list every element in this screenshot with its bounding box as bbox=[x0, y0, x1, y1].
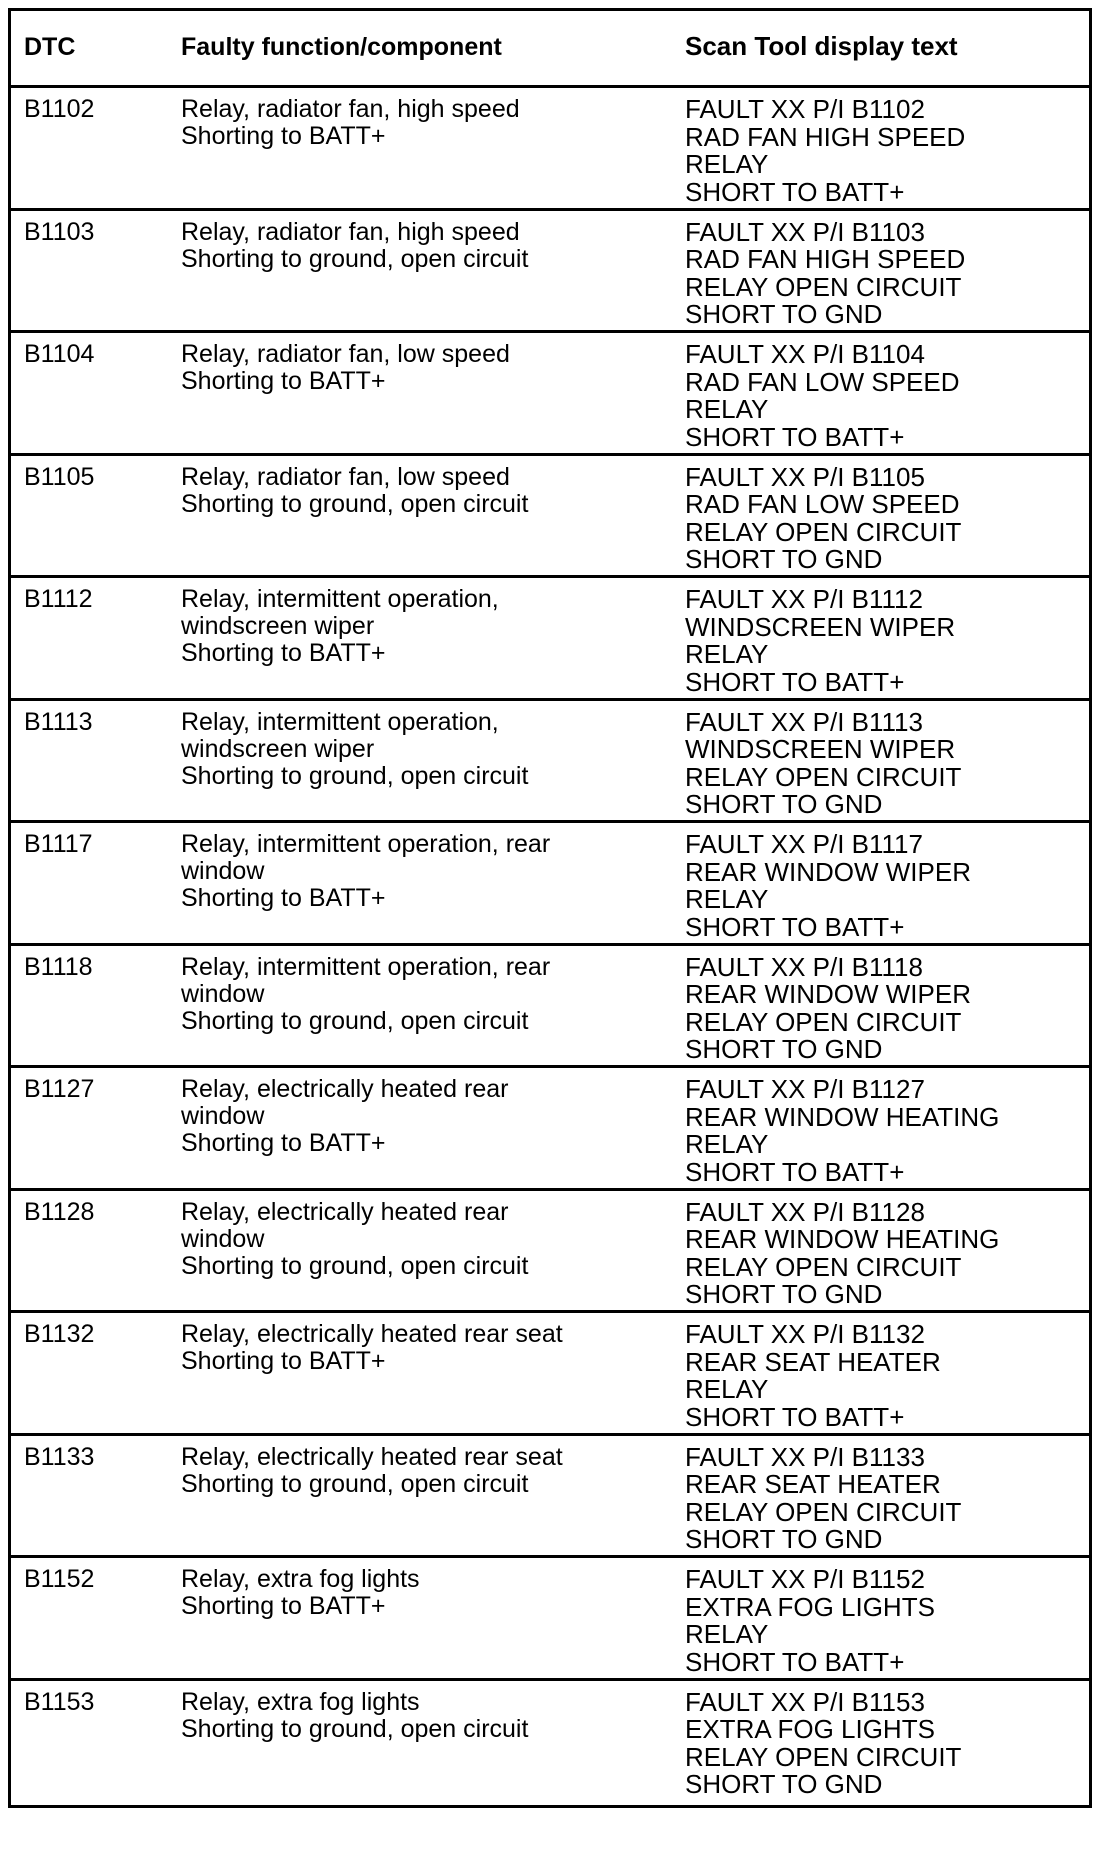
table-row bbox=[11, 1068, 1089, 1191]
dtc-code: B1133 bbox=[24, 1442, 95, 1471]
scan-tool-display-text: FAULT XX P/I B1117 REAR WINDOW WIPER RELAY SHORT TO BATT+ bbox=[685, 829, 971, 942]
faulty-function-text: Relay, radiator fan, high speed Shorting to ground, open circuit bbox=[181, 217, 529, 273]
table-row bbox=[11, 1313, 1089, 1436]
faulty-function-text: Relay, radiator fan, low speed Shorting to ground, open circuit bbox=[181, 462, 529, 518]
table-row bbox=[11, 823, 1089, 946]
scan-tool-display-text: FAULT XX P/I B1152 EXTRA FOG LIGHTS RELAY SHORT TO BATT+ bbox=[685, 1564, 935, 1677]
table-row bbox=[11, 456, 1089, 579]
faulty-function-text: Relay, electrically heated rear window Shorting to BATT+ bbox=[181, 1075, 509, 1157]
faulty-function-text: Relay, intermittent operation, rear window Shorting to BATT+ bbox=[181, 830, 551, 912]
table-row bbox=[11, 946, 1089, 1069]
scan-tool-display-text: FAULT XX P/I B1103 RAD FAN HIGH SPEED RELAY OPEN CIRCUIT SHORT TO GND bbox=[685, 216, 966, 329]
scan-tool-display-text: FAULT XX P/I B1127 REAR WINDOW HEATING RELAY SHORT TO BATT+ bbox=[685, 1074, 1000, 1187]
scan-tool-display-text: FAULT XX P/I B1102 RAD FAN HIGH SPEED RELAY SHORT TO BATT+ bbox=[685, 94, 966, 207]
scan-tool-display-text: FAULT XX P/I B1118 REAR WINDOW WIPER RELAY OPEN CIRCUIT SHORT TO GND bbox=[685, 951, 971, 1064]
faulty-function-text: Relay, radiator fan, high speed Shorting to BATT+ bbox=[181, 95, 520, 150]
table-row bbox=[11, 88, 1089, 211]
faulty-function-text: Relay, electrically heated rear seat Shorting to ground, open circuit bbox=[181, 1442, 563, 1498]
scan-tool-display-text: FAULT XX P/I B1153 EXTRA FOG LIGHTS RELAY OPEN CIRCUIT SHORT TO GND bbox=[685, 1686, 962, 1799]
faulty-function-text: Relay, extra fog lights Shorting to ground, open circuit bbox=[181, 1687, 529, 1743]
dtc-code: B1105 bbox=[24, 462, 95, 491]
table-row bbox=[11, 1558, 1089, 1681]
dtc-code: B1152 bbox=[24, 1565, 95, 1593]
faulty-function-text: Relay, extra fog lights Shorting to BATT+ bbox=[181, 1565, 420, 1620]
dtc-code: B1118 bbox=[24, 952, 93, 981]
dtc-code: B1103 bbox=[24, 217, 95, 246]
table-row bbox=[11, 1191, 1089, 1314]
table-row bbox=[11, 578, 1089, 701]
scan-tool-display-text: FAULT XX P/I B1113 WINDSCREEN WIPER RELAY OPEN CIRCUIT SHORT TO GND bbox=[685, 706, 962, 819]
table-row bbox=[11, 1681, 1089, 1805]
dtc-code: B1102 bbox=[24, 95, 95, 123]
faulty-function-text: Relay, radiator fan, low speed Shorting to BATT+ bbox=[181, 340, 510, 395]
faulty-function-text: Relay, intermittent operation, windscreen wiper Shorting to ground, open circuit bbox=[181, 707, 529, 790]
dtc-code: B1117 bbox=[24, 830, 93, 858]
dtc-code: B1132 bbox=[24, 1320, 95, 1348]
scan-tool-display-text: FAULT XX P/I B1128 REAR WINDOW HEATING RELAY OPEN CIRCUIT SHORT TO GND bbox=[685, 1196, 1000, 1309]
header-scan-tool-text: Scan Tool display text bbox=[685, 31, 958, 61]
scan-tool-display-text: FAULT XX P/I B1132 REAR SEAT HEATER RELAY SHORT TO BATT+ bbox=[685, 1319, 941, 1432]
table-row bbox=[11, 1436, 1089, 1559]
header-dtc: DTC bbox=[24, 33, 76, 61]
dtc-table bbox=[8, 8, 1092, 1808]
faulty-function-text: Relay, electrically heated rear window Shorting to ground, open circuit bbox=[181, 1197, 529, 1280]
dtc-code: B1104 bbox=[24, 340, 95, 368]
scan-tool-display-text: FAULT XX P/I B1104 RAD FAN LOW SPEED RELAY SHORT TO BATT+ bbox=[685, 339, 960, 452]
table-row bbox=[11, 333, 1089, 456]
dtc-code: B1113 bbox=[24, 707, 93, 736]
header-faulty-function: Faulty function/component bbox=[181, 33, 502, 61]
scan-tool-display-text: FAULT XX P/I B1105 RAD FAN LOW SPEED RELAY OPEN CIRCUIT SHORT TO GND bbox=[685, 461, 962, 574]
dtc-code: B1112 bbox=[24, 585, 93, 613]
scan-tool-display-text: FAULT XX P/I B1133 REAR SEAT HEATER RELAY OPEN CIRCUIT SHORT TO GND bbox=[685, 1441, 962, 1554]
table-body bbox=[11, 88, 1089, 1805]
scan-tool-display-text: FAULT XX P/I B1112 WINDSCREEN WIPER RELAY SHORT TO BATT+ bbox=[685, 584, 956, 697]
dtc-code: B1128 bbox=[24, 1197, 95, 1226]
table-header-row bbox=[11, 11, 1089, 88]
faulty-function-text: Relay, intermittent operation, windscreen wiper Shorting to BATT+ bbox=[181, 585, 499, 667]
faulty-function-text: Relay, electrically heated rear seat Shorting to BATT+ bbox=[181, 1320, 563, 1375]
dtc-code: B1127 bbox=[24, 1075, 95, 1103]
faulty-function-text: Relay, intermittent operation, rear window Shorting to ground, open circuit bbox=[181, 952, 551, 1035]
dtc-code: B1153 bbox=[24, 1687, 95, 1716]
table-row bbox=[11, 701, 1089, 824]
table-row bbox=[11, 211, 1089, 334]
